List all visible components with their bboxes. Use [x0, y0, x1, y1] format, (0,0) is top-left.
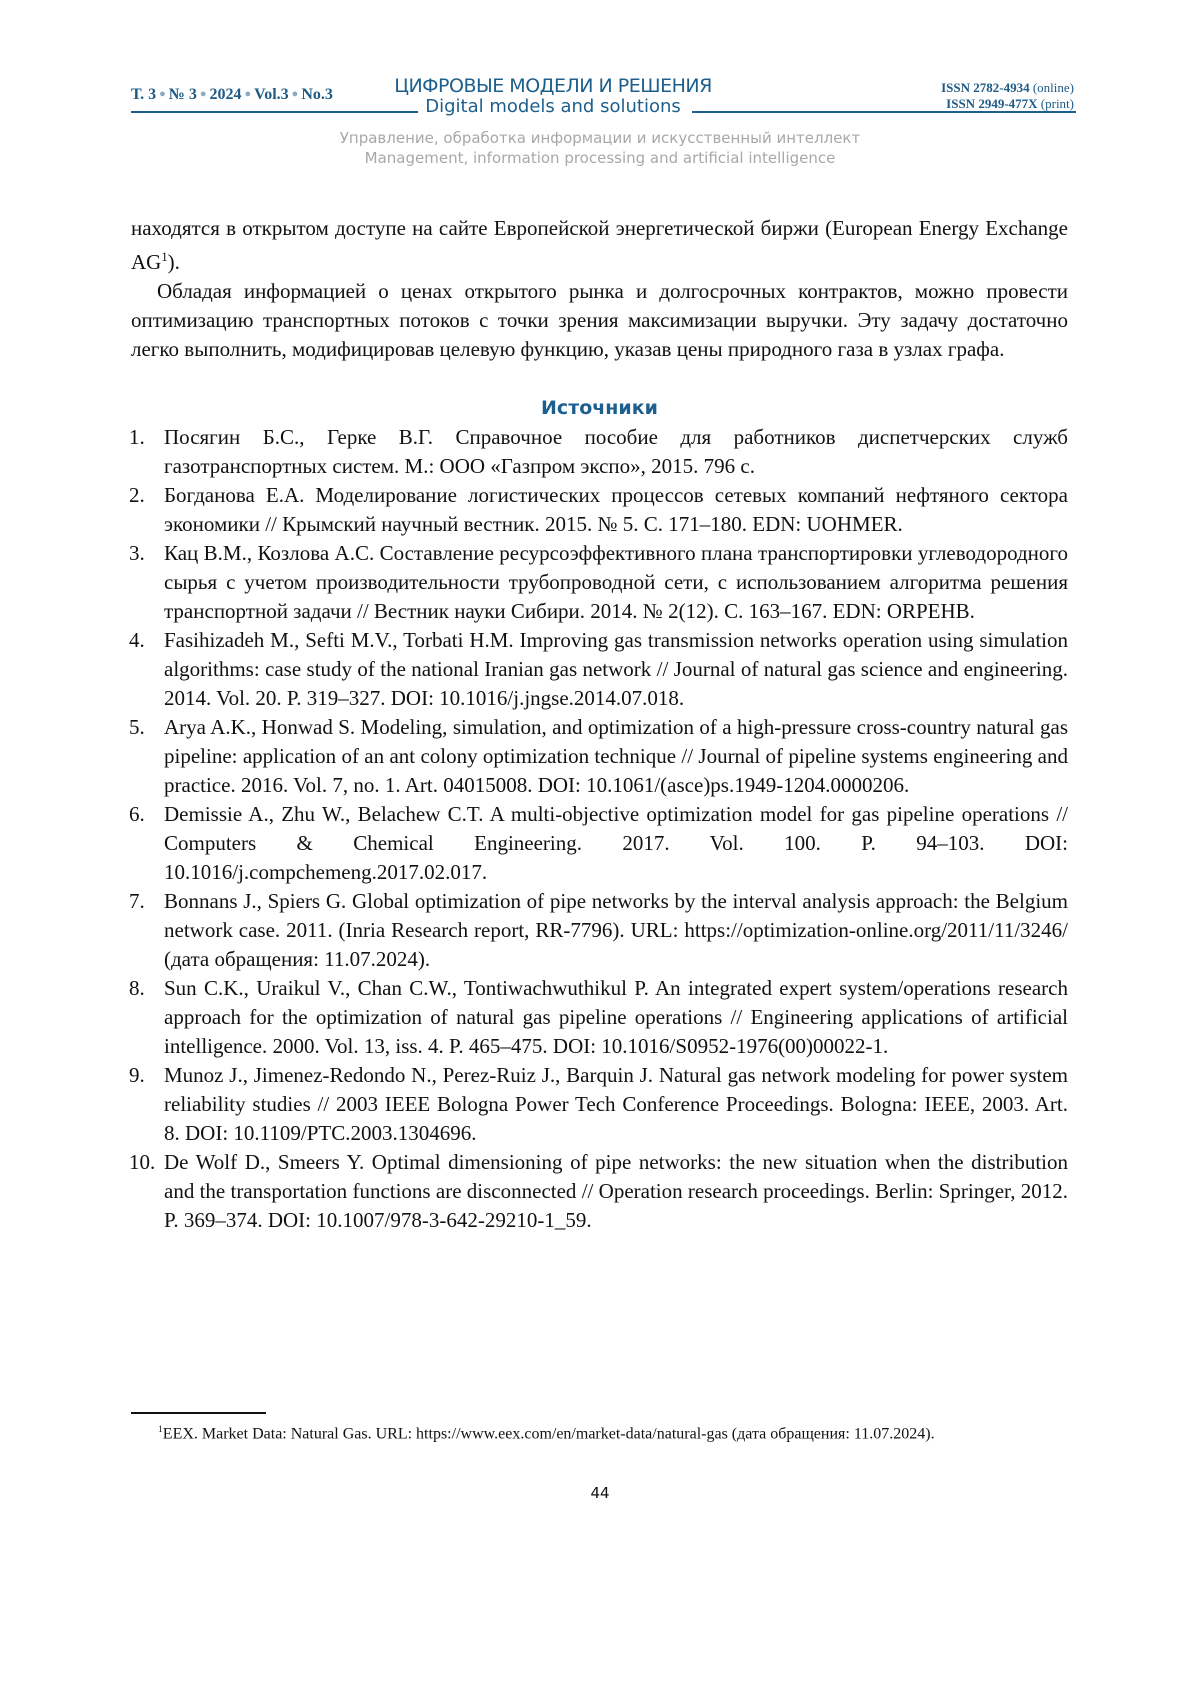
header-rule-left — [131, 111, 418, 113]
issue-en: No.3 — [301, 86, 333, 103]
reference-number: 3. — [129, 539, 145, 568]
reference-text: De Wolf D., Smeers Y. Optimal dimensioning of pipe networks: the new situation when the distribution and the transportation functions are disconnected // Operation research proceedings. Berlin: Springer, 2012. P. 369–374. DOI: 10.1007/978-3-642-29210-1_59. — [164, 1150, 1068, 1232]
paragraph: Обладая информацией о ценах открытого рынка и долгосрочных контрактов, можно провести оптимизацию транспортных потоков с точки зрения максимизации выручки. Эту задачу достаточно легко выполнить, модифицировав целевую функцию, указав цены природного газа в узлах графа. — [131, 277, 1068, 364]
reference-item — [131, 974, 1068, 1061]
reference-number: 1. — [129, 423, 145, 452]
journal-title — [380, 75, 726, 117]
section-title-en: Management, information processing and artificial intelligence — [0, 148, 1200, 168]
main-text — [131, 214, 1068, 1235]
reference-text: Demissie A., Zhu W., Belachew C.T. A multi-objective optimization model for gas pipeline operations // Computers & Chemical Engineering. 2017. Vol. 100. P. 94–103. DOI: 10.1016/j.compchemeng.2017.02.017. — [164, 802, 1068, 884]
reference-number: 6. — [129, 800, 145, 829]
reference-item — [131, 1061, 1068, 1148]
footnote-mark: 1 — [158, 1424, 163, 1435]
journal-title-en: Digital models and solutions — [380, 97, 726, 117]
reference-number: 9. — [129, 1061, 145, 1090]
paragraph — [131, 214, 1068, 277]
issn-online: ISSN 2782-4934 — [941, 80, 1030, 95]
reference-item — [131, 800, 1068, 887]
reference-text: Munoz J., Jimenez-Redondo N., Perez-Ruiz J., Barquin J. Natural gas network modeling for power system reliability studies // 2003 IEEE Bologna Power Tech Conference Proceedings. Bologna: IEEE, 2003. Art. 8. DOI: 10.1109/PTC.2003.1304696. — [164, 1063, 1068, 1145]
paragraph-end: ). — [168, 250, 180, 274]
footnote — [131, 1418, 1068, 1445]
footnote-ref: 1 — [161, 250, 167, 264]
issn-block — [941, 80, 1074, 112]
page — [0, 0, 1200, 1697]
reference-number: 10. — [129, 1148, 155, 1177]
reference-item — [131, 1148, 1068, 1235]
journal-title-ru: ЦИФРОВЫЕ МОДЕЛИ И РЕШЕНИЯ — [380, 75, 726, 97]
volume-en: Vol.3 — [254, 86, 289, 103]
reference-number: 2. — [129, 481, 145, 510]
issue: № 3 — [169, 86, 197, 103]
reference-text: Arya A.K., Honwad S. Modeling, simulation, and optimization of a high-pressure cross-country natural gas pipeline: application of an ant colony optimization technique // Journal of pipeline systems engineering and practice. 2016. Vol. 7, no. 1. Art. 04015008. DOI: 10.1061/(asce)ps.1949-1204.0000206. — [164, 715, 1068, 797]
reference-item — [131, 887, 1068, 974]
year: 2024 — [209, 86, 241, 103]
reference-item — [131, 423, 1068, 481]
references-heading: Источники — [131, 394, 1068, 423]
footnote-divider — [131, 1412, 266, 1414]
reference-text: Кац В.М., Козлова А.С. Составление ресурсоэффективного плана транспортировки углеводородного сырья с учетом производительности трубопроводной сети, с использованием алгоритма решения транспортной задачи // Вестник науки Сибири. 2014. № 2(12). С. 163–167. EDN: ORPEHB. — [164, 541, 1068, 623]
reference-text: Sun C.K., Uraikul V., Chan C.W., Tontiwachwuthikul P. An integrated expert system/operations research approach for the optimization of natural gas pipeline operations // Engineering applications of artificial intelligence. 2000. Vol. 13, iss. 4. P. 465–475. DOI: 10.1016/S0952-1976(00)00022-1. — [164, 976, 1068, 1058]
volume: Т. 3 — [131, 86, 156, 103]
journal-issue-info: Т. 3 ● № 3 ● 2024 ● Vol.3 ● No.3 — [131, 86, 333, 104]
references-list — [131, 423, 1068, 1235]
reference-text: Богданова Е.А. Моделирование логистических процессов сетевых компаний нефтяного сектора экономики // Крымский научный вестник. 2015. № 5. С. 171–180. EDN: UOHMER. — [164, 483, 1068, 536]
reference-text: Bonnans J., Spiers G. Global optimization of pipe networks by the interval analysis approach: the Belgium network case. 2011. (Inria Research report, RR-7796). URL: https://optimization-online.org/2011/11/3246/ (дата обращения: 11.07.2024). — [164, 889, 1068, 971]
paragraph-text: находятся в открытом доступе на сайте Европейской энергетической биржи (European Energy Exchange AG — [131, 216, 1068, 274]
reference-item — [131, 539, 1068, 626]
reference-item — [131, 481, 1068, 539]
issn-print-label: (print) — [1041, 96, 1074, 111]
reference-item — [131, 713, 1068, 800]
section-title — [0, 128, 1200, 168]
section-title-ru: Управление, обработка информации и искусственный интеллект — [0, 128, 1200, 148]
page-number: 44 — [0, 1484, 1200, 1502]
reference-text: Посягин Б.С., Герке В.Г. Справочное пособие для работников диспетчерских служб газотранспортных систем. М.: ООО «Газпром экспо», 2015. 796 с. — [164, 425, 1068, 478]
issn-online-label: (online) — [1033, 80, 1074, 95]
reference-number: 7. — [129, 887, 145, 916]
reference-item — [131, 626, 1068, 713]
reference-number: 4. — [129, 626, 145, 655]
reference-number: 5. — [129, 713, 145, 742]
reference-text: Fasihizadeh M., Sefti M.V., Torbati H.M. Improving gas transmission networks operation using simulation algorithms: case study of the national Iranian gas network // Journal of natural gas science and engineering. 2014. Vol. 20. P. 319–327. DOI: 10.1016/j.jngse.2014.07.018. — [164, 628, 1068, 710]
footnote-text: EEX. Market Data: Natural Gas. URL: https://www.eex.com/en/market-data/natural-gas (дата обращения: 11.07.2024). — [163, 1425, 935, 1442]
reference-number: 8. — [129, 974, 145, 1003]
issn-print: ISSN 2949-477X — [946, 96, 1037, 111]
